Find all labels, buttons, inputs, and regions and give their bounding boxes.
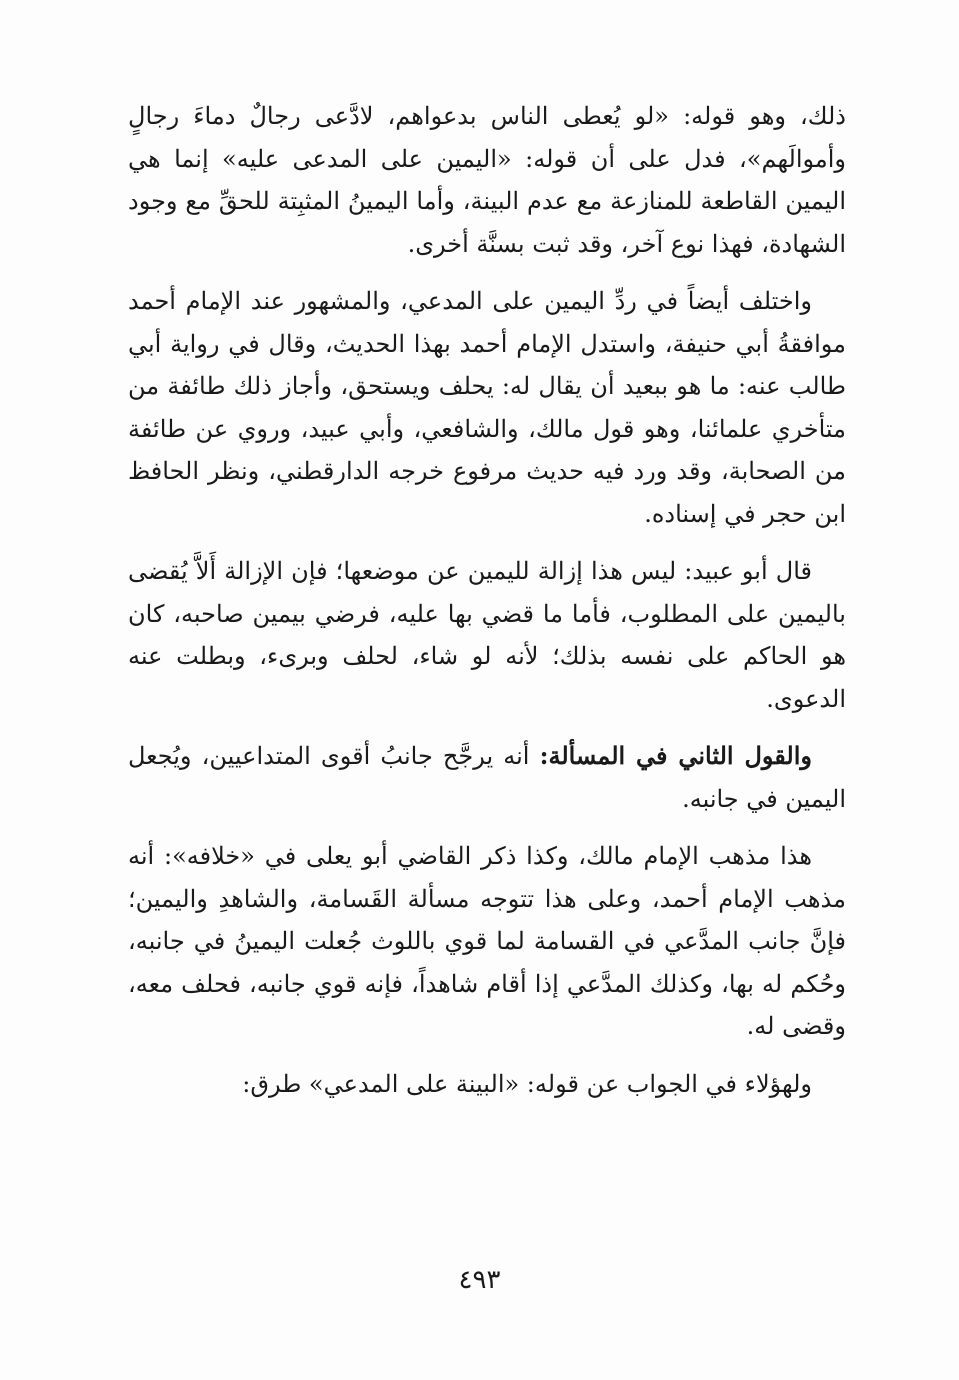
paragraph-4 bbox=[128, 735, 846, 820]
paragraph-6: ولهؤلاء في الجواب عن قوله: «البينة على المدعي» طرق: bbox=[242, 1069, 812, 1098]
paragraph-2: واختلف أيضاً في ردِّ اليمين على المدعي، والمشهور عند الإمام أحمد موافقةُ أبي حنيفة، واستدل الإمام أحمد بهذا الحديث، وقال في رواية أبي طالب عنه: ما هو ببعيد أن يقال له: يحلف ويستحق، وأجاز ذلك طائفة من متأخري علمائنا، وهو قول مالك، والشافعي، وأبي عبيد، وروي عن طائفة من الصحابة، وقد ورد فيه حديث مرفوع خرجه الدارقطني، ونظر الحافظ ابن حجر في إسناده. bbox=[128, 287, 846, 528]
paragraph-5: هذا مذهب الإمام مالك، وكذا ذكر القاضي أبو يعلى في «خلافه»: أنه مذهب الإمام أحمد، وعلى هذا تتوجه مسألة القَسامة، والشاهدِ واليمين؛ فإنَّ جانب المدَّعي في القسامة لما قوي باللوث جُعلت اليمينُ في جانبه، وحُكم له بها، وكذلك المدَّعي إذا أقام شاهداً، فإنه قوي جانبه، فحلف معه، وقضى له. bbox=[128, 842, 846, 1040]
page-number: ٤٩٣ bbox=[458, 1265, 501, 1295]
page-body bbox=[128, 95, 846, 1120]
paragraph-4-lead: والقول الثاني في المسألة: bbox=[539, 741, 812, 770]
paragraph-3: قال أبو عبيد: ليس هذا إزالة لليمين عن موضعها؛ فإن الإزالة أَلاَّ يُقضى باليمين على المطلوب، فأما ما قضي بها عليه، فرضي بيمين صاحبه، كان هو الحاكم على نفسه بذلك؛ لأنه لو شاء، لحلف وبرىء، وبطلت عنه الدعوى. bbox=[128, 557, 846, 713]
paragraph-1: ذلك، وهو قوله: «لو يُعطى الناس بدعواهم، لادَّعى رجالٌ دماءَ رجالٍ وأموالَهم»، فدل على أن قوله: «اليمين على المدعى عليه» إنما هي اليمين القاطعة للمنازعة مع عدم البينة، وأما اليمينُ المثبِتة للحقِّ مع وجود الشهادة، فهذا نوع آخر، وقد ثبت بسنَّة أخرى. bbox=[128, 102, 846, 258]
paragraph-4-text: أنه يرجَّح جانبُ أقوى المتداعيين، ويُجعل اليمين في جانبه. bbox=[128, 742, 846, 813]
